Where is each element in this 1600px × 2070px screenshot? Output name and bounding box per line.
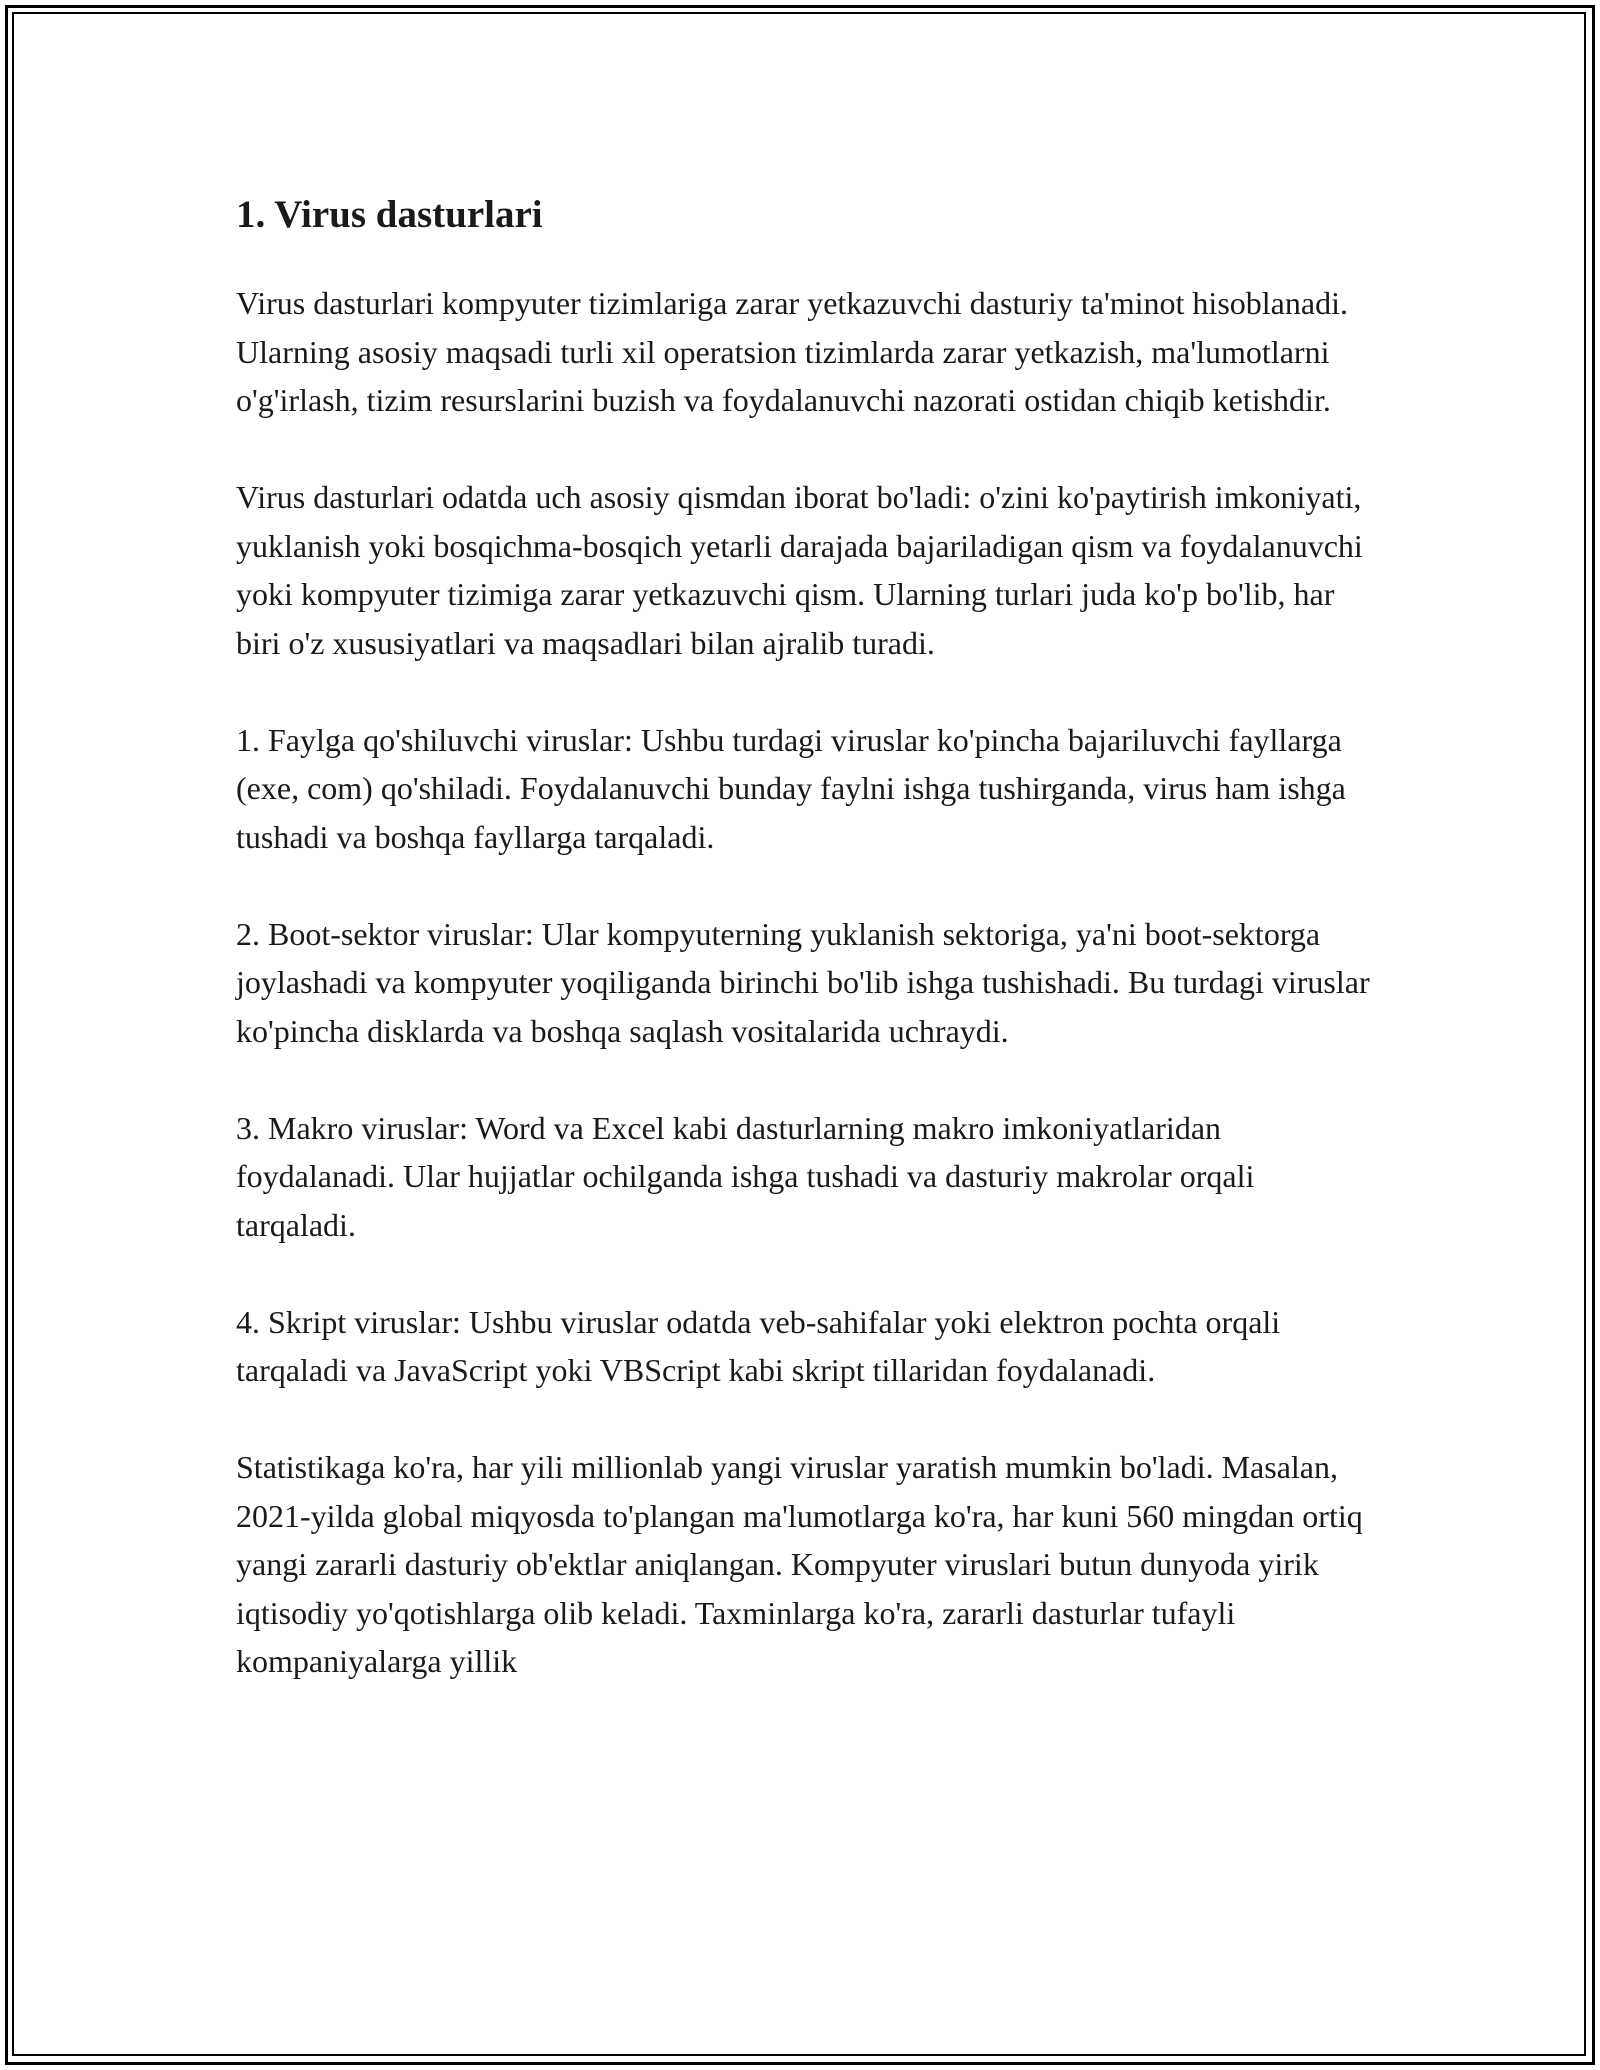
paragraph-boot-sector-viruses: 2. Boot-sektor viruslar: Ular kompyuterning yuklanish sektoriga, ya'ni boot-sektorga joylashadi va kompyuter yoqiliganda birinchi bo'lib ishga tushishadi. Bu turdagi viruslar ko'pincha disklarda va boshqa saqlash vositalarida uchraydi. xyxy=(236,915,1370,1049)
document-body xyxy=(236,183,1376,1734)
paragraph-macro-viruses: 3. Makro viruslar: Word va Excel kabi dasturlarning makro imkoniyatlaridan foydalanadi. Ular hujjatlar ochilganda ishga tushadi va dasturiy makrolar orqali tarqaladi. xyxy=(236,1109,1255,1243)
paragraph-structure: Virus dasturlari odatda uch asosiy qismdan iborat bo'ladi: o'zini ko'paytirish imkoniyati, yuklanish yoki bosqichma-bosqich yetarli darajada bajariladigan qism va foydalanuvchi yoki kompyuter tizimiga zarar yetkazuvchi qism. Ularning turlari juda ko'p bo'lib, har biri o'z xususiyatlari va maqsadlari bilan ajralib turadi. xyxy=(236,479,1363,661)
section-title: 1. Virus dasturlari xyxy=(236,193,543,236)
paragraph-statistics: Statistikaga ko'ra, har yili millionlab yangi viruslar yaratish mumkin bo'ladi. Masalan, 2021-yilda global miqyosda to'plangan ma'lumotlarga ko'ra, har kuni 560 mingdan ortiq yangi zararli dasturiy ob'ektlar aniqlangan. Kompyuter viruslari butun dunyoda yirik iqtisodiy yo'qotishlarga olib keladi. Taxminlarga ko'ra, zararli dasturlar tufayli kompaniyalarga yillik xyxy=(236,1449,1363,1679)
paragraph-script-viruses: 4. Skript viruslar: Ushbu viruslar odatda veb-sahifalar yoki elektron pochta orqali tarqaladi va JavaScript yoki VBScript kabi skript tillaridan foydalanadi. xyxy=(236,1303,1281,1388)
paragraph-intro: Virus dasturlari kompyuter tizimlariga zarar yetkazuvchi dasturiy ta'minot hisoblanadi. Ularning asosiy maqsadi turli xil operatsion tizimlarda zarar yetkazish, ma'lumotlarni o'g'irlash, tizim resurslarini buzish va foydalanuvchi nazorati ostidan chiqib ketishdir. xyxy=(236,285,1348,418)
paragraph-file-viruses: 1. Faylga qo'shiluvchi viruslar: Ushbu turdagi viruslar ko'pincha bajariluvchi fayllarga (exe, com) qo'shiladi. Foydalanuvchi bunday faylni ishga tushirganda, virus ham ishga tushadi va boshqa fayllarga tarqaladi. xyxy=(236,721,1346,855)
